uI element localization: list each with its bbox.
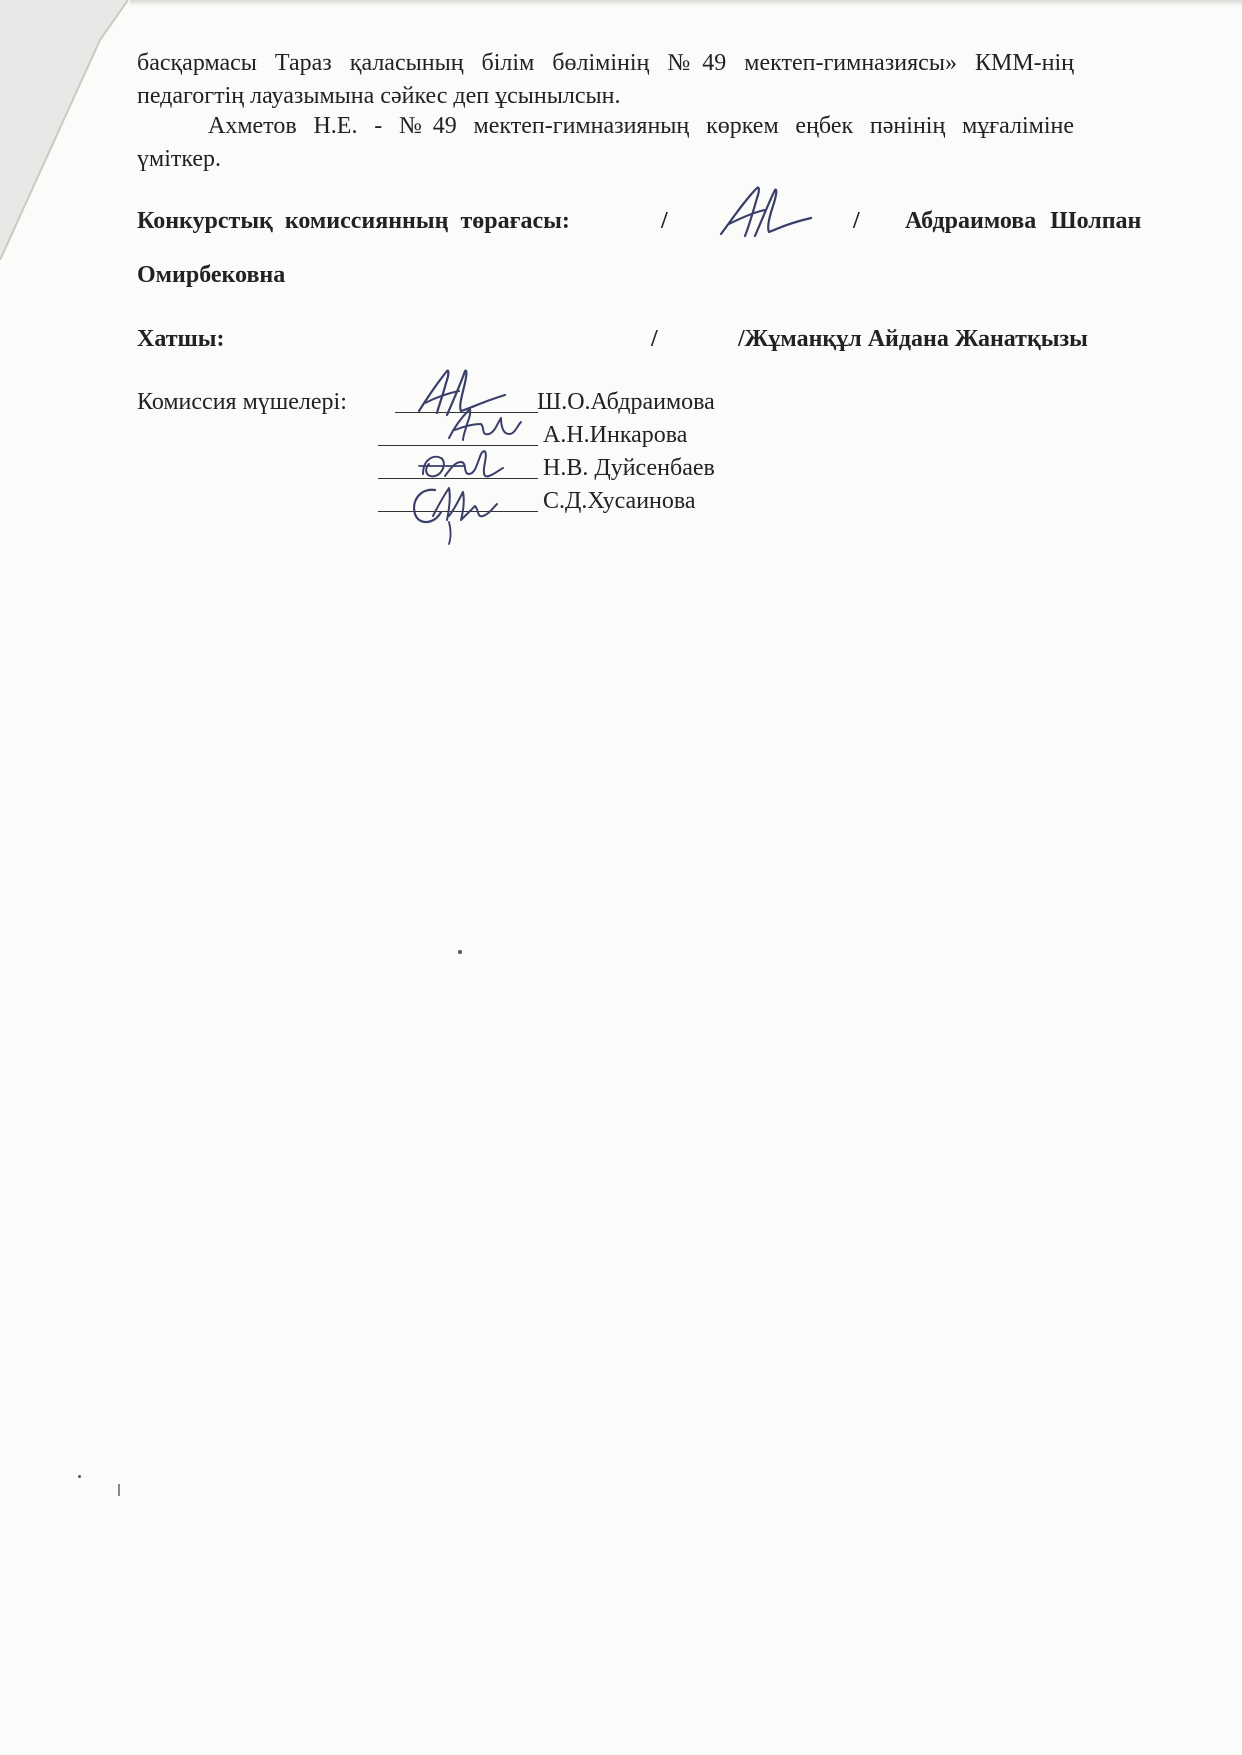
scan-dot — [78, 1475, 81, 1478]
chair-label: Конкурстық комиссиянның төрағасы: — [137, 208, 570, 234]
secretary-name: /Жұманқұл Айдана Жанатқызы — [738, 326, 1088, 352]
paragraph2-line2: үміткер. — [137, 146, 222, 172]
scan-edge-artifact — [0, 0, 150, 260]
member-name-1: Ш.О.Абдраимова — [537, 389, 715, 415]
chair-slash-1: / — [661, 208, 668, 234]
secretary-label: Хатшы: — [137, 326, 225, 352]
member-underline-3 — [378, 478, 538, 479]
member-underline-4 — [378, 511, 538, 512]
chair-slash-2: / — [853, 208, 860, 234]
scan-mark — [118, 1484, 120, 1496]
member-signature-3 — [415, 444, 505, 488]
chair-signature — [715, 178, 815, 248]
commission-label: Комиссия мүшелері: — [137, 389, 347, 415]
paragraph1-line1: басқармасы Тараз қаласының білім бөлімінің №49 мектеп-гимназиясы» КММ-нің — [137, 50, 1074, 76]
member-name-4: С.Д.Хусаинова — [543, 488, 696, 514]
scan-top-strip — [130, 0, 1242, 6]
secretary-slash: / — [651, 326, 658, 352]
member-name-3: Н.В. Дуйсенбаев — [543, 455, 715, 481]
member-signature-1 — [415, 365, 515, 425]
chair-name-part2: Омирбековна — [137, 262, 286, 288]
paragraph1-line2: педагогтің лауазымына сәйкес деп ұсынылсын. — [137, 83, 621, 109]
member-underline-1 — [395, 412, 538, 413]
scan-dot — [458, 950, 462, 954]
paragraph2-line1: Ахметов Н.Е. - №49 мектеп-гимназияның көркем еңбек пәнінің мұғаліміне — [208, 113, 1074, 139]
member-signature-2 — [445, 404, 525, 448]
member-underline-2 — [378, 445, 538, 446]
member-name-2: А.Н.Инкарова — [543, 422, 688, 448]
chair-name-part1: Абдраимова Шолпан — [905, 208, 1142, 234]
